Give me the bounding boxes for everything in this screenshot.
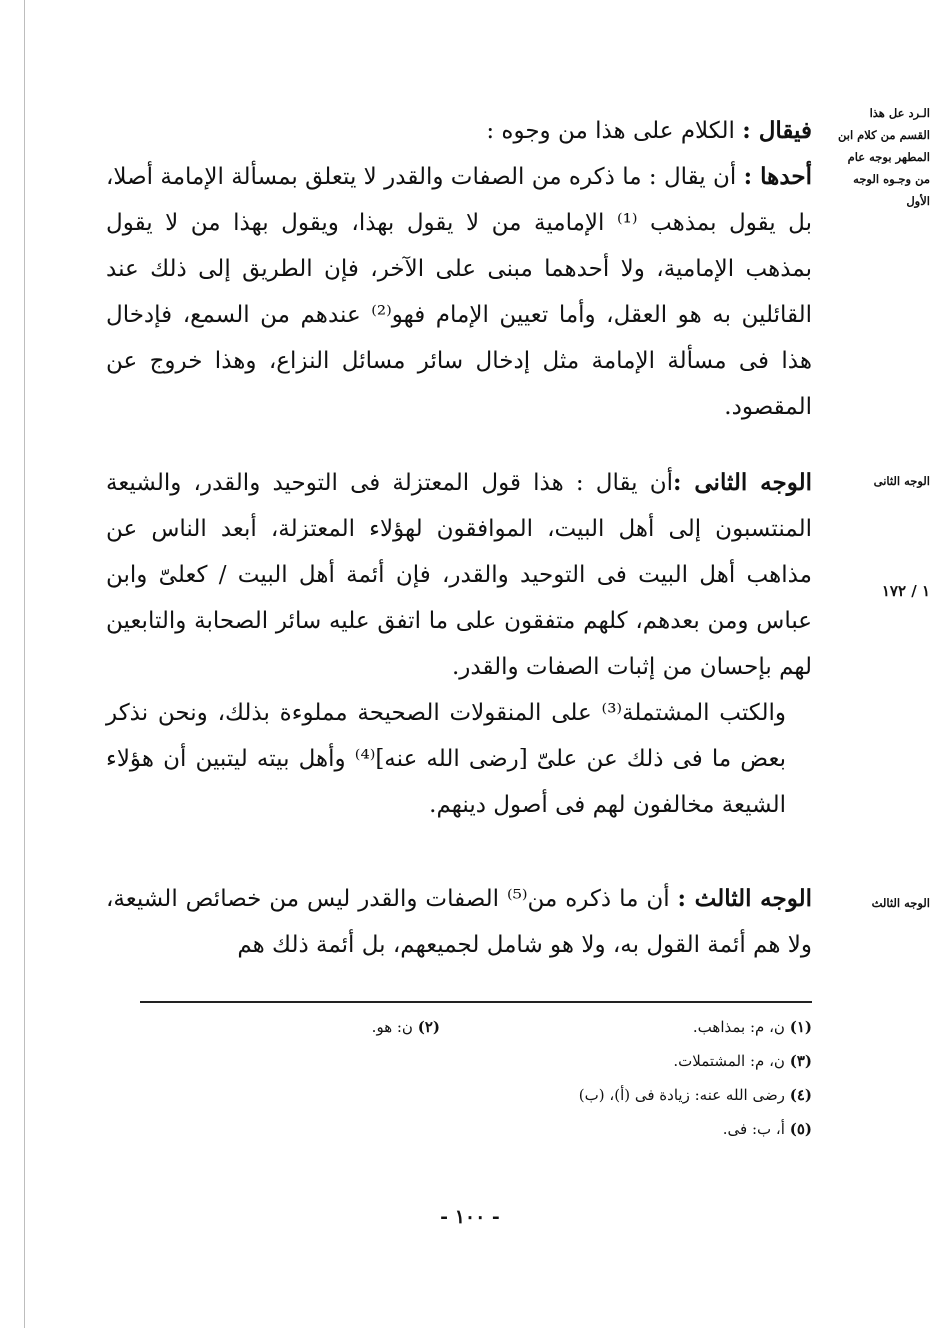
paragraph-text: أن ما ذكره من⁽⁵⁾ الصفات والقدر ليس من خصائص الشيعة، ولا هم أئمة القول به، ولا هو شامل لجميعهم، بل أئمة ذلك هم [106, 886, 812, 958]
footnote-4 [579, 1078, 812, 1112]
margin-note-second-aspect: الوجه الثانى [873, 474, 930, 488]
main-text-continued [106, 460, 812, 828]
footnote-number: (٣) [789, 1052, 812, 1070]
footnote-2 [372, 1010, 440, 1044]
paragraph-text: أن يقال : هذا قول المعتزلة فى التوحيد والقدر، والشيعة المنتسبون إلى أهل البيت، الموافقون لهؤلاء المعتزلة، أبعد الناس عن مذاهب أهل البيت فى التوحيد والقدر، فإن أئمة أهل البيت / كعلىّ وابن عباس ومن بعدهم، كلهم متفقون على ما اتفق عليه سائر الصحابة والتابعين لهم بإحسان من إثبات الصفات والقدر. [106, 470, 812, 680]
margin-note-reply: الـرد عل هذا القسم من كلام ابن المطهر بوجه عام من وجـوه الوجه الأول [838, 106, 930, 208]
paragraph-books [106, 690, 812, 828]
footnote-row [106, 1010, 812, 1044]
paragraph-text: الكلام على هذا من وجوه : [486, 118, 743, 144]
paragraph-second-aspect [106, 460, 812, 690]
footnote-number: (٤) [789, 1086, 812, 1104]
footnote-separator [140, 1001, 812, 1003]
paragraph-intro [106, 108, 812, 154]
footnote-number: (٥) [789, 1120, 812, 1138]
paragraph-lead: فيقال : [742, 117, 812, 144]
footnote-row [106, 1078, 812, 1112]
footnote-text: ن: هو. [371, 1018, 413, 1036]
paragraph-text: أن يقال : ما ذكره من الصفات والقدر لا يتعلق بمسألة الإمامة أصلا، بل يقول بمذهب ⁽¹⁾ الإمامية من لا يقول بهذا، ويقول بهذا من لا يقول بمذهب الإمامية، ولا أحدهما مبنى على الآخر، فإن الطريق إلى ذلك عند القائلين به هو العقل، وأما تعيين الإمام فهو⁽²⁾ عندهم من السمع، فإدخال هذا فى مسألة الإمامة مثل إدخال سائر مسائل النزاع، وهذا خروج عن المقصود. [106, 164, 813, 420]
main-text [106, 108, 812, 430]
footnote-row [106, 1112, 812, 1146]
footnote-number: (١) [789, 1018, 812, 1036]
paragraph-lead: أحدها : [743, 163, 812, 190]
footnote-text: ن، م: المشتملات. [673, 1052, 785, 1070]
footnote-number: (٢) [417, 1018, 440, 1036]
margin-note-third-aspect: الوجه الثالث [871, 896, 930, 910]
paragraph-first-aspect [106, 154, 812, 430]
footnote-text: أ، ب: فى. [722, 1120, 785, 1138]
page-number: - ١٠٠ - [440, 1206, 500, 1228]
paragraph-text: والكتب المشتملة⁽³⁾ على المنقولات الصحيحة مملوءة بذلك، ونحن نذكر بعض ما فى ذلك عن علىّ [رضى الله عنه]⁽⁴⁾ وأهل بيته ليتبين أن هؤلاء الشيعة مخالفون لهم فى أصول دينهم. [106, 700, 786, 818]
paragraph-lead: الوجه الثانى : [673, 469, 812, 496]
footnote-row [106, 1044, 812, 1078]
paragraph-lead: الوجه الثالث : [677, 885, 813, 912]
footnote-text: ن، م: بمذاهب. [692, 1018, 785, 1036]
footnotes [106, 1010, 812, 1146]
footnote-text: رضى الله عنه: زيادة فى (أ)، (ب) [578, 1086, 785, 1104]
left-page-edge [24, 0, 25, 1328]
paragraph-third-aspect [106, 876, 812, 968]
main-text-final [106, 876, 812, 968]
footnote-5 [723, 1112, 812, 1146]
footnote-3 [673, 1044, 812, 1078]
margin-note-volume-page: ١ / ١٧٢ [881, 582, 930, 600]
footnote-1 [693, 1010, 812, 1044]
